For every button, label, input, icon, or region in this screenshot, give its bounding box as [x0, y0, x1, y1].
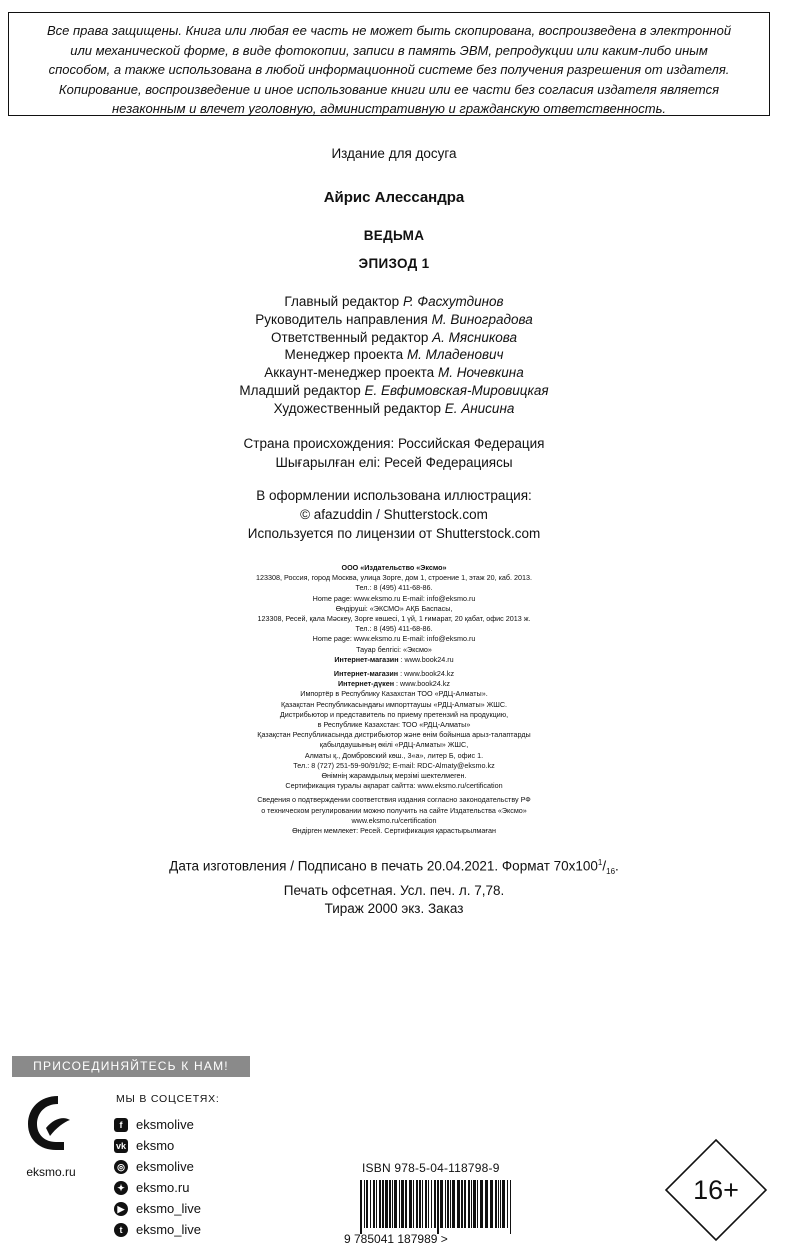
facebook-icon: f — [114, 1118, 128, 1132]
social-item-youtube — [114, 1198, 201, 1219]
social-label: eksmo_live — [136, 1201, 202, 1216]
social-label: eksmo.ru — [136, 1180, 190, 1195]
staff-row — [0, 311, 788, 329]
social-label: eksmo_live — [136, 1222, 202, 1237]
staff-name: А. Мясникова — [432, 329, 517, 345]
shop-label: Интернет-магазин — [334, 654, 399, 664]
staff-row — [0, 293, 788, 311]
illustration-line: В оформлении использована иллюстрация: — [256, 488, 532, 503]
staff-row — [0, 329, 788, 347]
imprint-line: Импортёр в Республику Казахстан ТОО «РДЦ-Алматы». — [300, 689, 488, 699]
imprint-line: Тел.: 8 (495) 411-68-86. — [355, 583, 433, 593]
staff-role: Ответственный редактор — [271, 329, 429, 345]
barcode-digits: 9 785041 187989 > — [344, 1232, 448, 1246]
social-item-twitter — [114, 1219, 201, 1240]
illustration-line: © afazuddin / Shutterstock.com — [300, 507, 488, 522]
shop-kz-label: Интернет-магазин — [333, 669, 399, 679]
illustration-line: Используется по лицензии от Shutterstock.com — [247, 526, 541, 541]
instagram-icon: ◎ — [114, 1160, 128, 1174]
print-line-end: . — [615, 858, 619, 874]
print-info — [0, 854, 788, 919]
copyright-line: Копирование, воспроизведение и иное использование книги или ее части без согласия издателя является — [58, 81, 720, 97]
social-item-instagram — [114, 1156, 201, 1177]
vk-icon: vk — [115, 1140, 126, 1151]
copyright-line: незаконным и влечет уголовную, административную и гражданскую ответственность. — [111, 101, 667, 116]
staff-role: Руководитель направления — [255, 311, 428, 327]
format-numerator: 1 — [597, 858, 603, 867]
publisher-imprint — [0, 563, 788, 836]
barcode-bars-icon — [360, 1180, 514, 1234]
imprint-line: о техническом регулировании можно получить на сайте Издательства «Эксмо» — [261, 805, 527, 815]
staff-role: Младший редактор — [239, 382, 361, 398]
edition-type: Издание для досуга — [331, 146, 457, 161]
imprint-line — [0, 655, 788, 665]
age-rating-text: 16+ — [693, 1175, 739, 1205]
staff-role: Менеджер проекта — [284, 347, 404, 363]
social-item-facebook — [114, 1114, 201, 1135]
join-us-banner: ПРИСОЕДИНЯЙТЕСЬ К НАМ! — [12, 1056, 250, 1077]
social-title: МЫ В СОЦСЕТЯХ: — [116, 1093, 220, 1105]
origin-ru: Страна происхождения: Российская Федерация — [243, 436, 545, 451]
eksmo-ru-icon: ✦ — [114, 1181, 128, 1195]
imprint-line: в Республике Казахстан: ТОО «РДЦ-Алматы» — [317, 720, 471, 730]
barcode — [344, 1180, 522, 1250]
social-item-vk — [114, 1135, 201, 1156]
staff-row — [0, 346, 788, 364]
imprint-line: Алматы қ., Домбровский көш., 3«а», литер Б, офис 1. — [304, 750, 484, 760]
social-item-eksmo — [114, 1177, 201, 1198]
imprint-line: Өндіруші: «ЭКСМО» АҚБ Баспасы, — [335, 603, 453, 613]
staff-row — [0, 364, 788, 382]
staff-role: Главный редактор — [284, 294, 400, 309]
imprint-line: Home page: www.eksmo.ru E-mail: info@eksmo.ru — [312, 593, 476, 603]
copyright-line: Все права защищены. Книга или любая ее часть не может быть скопирована, воспроизведена в электронной — [46, 23, 732, 38]
eksmo-logo-icon — [18, 1090, 78, 1162]
author-name: Айрис Алессандра — [323, 189, 465, 206]
print-line: Тираж 2000 экз. Заказ — [324, 901, 464, 917]
imprint-line: қабылдаушының өкілі «РДЦ-Алматы» ЖШС, — [319, 740, 469, 750]
social-label: eksmolive — [136, 1159, 194, 1174]
staff-role: Аккаунт-менеджер проекта — [264, 365, 435, 381]
imprint-line: Дистрибьютор и представитель по приему претензий на продукцию, — [279, 709, 509, 719]
imprint-line: Home page: www.eksmo.ru E-mail: info@eksmo.ru — [312, 634, 476, 644]
site-url: eksmo.ru — [26, 1165, 76, 1179]
staff-name: Е. Евфимовская-Мировицкая — [364, 382, 549, 398]
imprint-line — [0, 679, 788, 689]
country-of-origin — [0, 434, 788, 472]
print-line: Печать офсетная. Усл. печ. л. 7,78. — [283, 882, 505, 898]
youtube-icon: ▶ — [114, 1202, 128, 1216]
publisher-name — [0, 563, 788, 573]
copyright-notice — [8, 12, 770, 116]
social-label: eksmolive — [136, 1117, 194, 1132]
publisher-name-text: ООО «Издательство «Эксмо» — [341, 563, 447, 572]
illustration-credit — [0, 486, 788, 543]
copyright-line: или механической форме, в виде фотокопии, записи в память ЭВМ, репродукции или каким-либо иным — [70, 42, 708, 58]
shop-value: : www.book24.ru — [398, 654, 454, 664]
twitter-icon: t — [114, 1223, 128, 1237]
staff-name: М. Ночевкина — [437, 365, 524, 381]
staff-name: М. Виноградова — [431, 311, 533, 327]
imprint-line: Сертификация туралы ақпарат сайтта: www.eksmo.ru/certification — [285, 781, 503, 791]
imprint-line: Тел.: 8 (727) 251-59-90/91/92; E-mail: RDC-Almaty@eksmo.kz — [293, 760, 495, 770]
print-line: Дата изготовления / Подписано в печать 20.04.2021. Формат $70x100^1/_{16}$. — [169, 858, 619, 877]
copyright-line: способом, а также использована в любой информационной системе без получения разрешения от издателя. — [48, 62, 730, 77]
print-date-format: Дата изготовления / Подписано в печать 20.04.2021. Формат 70x100 — [169, 858, 598, 874]
shop-kz2-label: Интернет-дүкен — [337, 679, 395, 689]
imprint-line: Тел.: 8 (495) 411-68-86. — [355, 624, 433, 634]
staff-name: Е. Анисина — [444, 400, 515, 416]
imprint-line: Тауар белгісі: «Эксмо» — [356, 644, 432, 654]
staff-role: Художественный редактор — [273, 400, 441, 416]
social-list — [114, 1114, 201, 1240]
imprint-line: Өнімнің жарамдылық мерзімі шектелмеген. — [321, 771, 467, 781]
episode-label: ЭПИЗОД 1 — [358, 256, 430, 271]
imprint-line: Қазақстан Республикасында дистрибьютор және өнім бойынша арыз-талаптарды — [257, 730, 531, 740]
shop-kz2-value: : www.book24.kz — [394, 679, 450, 689]
imprint-line: 123308, Россия, город Москва, улица Зорге, дом 1, строение 1, этаж 20, каб. 2013. — [256, 573, 532, 583]
imprint-line: Қазақстан Республикасындағы импорттаушы «РДЦ-Алматы» ЖШС. — [280, 699, 508, 709]
shop-kz-value: : www.book24.kz — [398, 669, 455, 679]
imprint-line — [0, 669, 788, 679]
staff-name: Р. Фасхутдинов — [402, 294, 504, 309]
imprint-line: www.eksmo.ru/certification — [351, 815, 437, 825]
staff-row — [0, 382, 788, 400]
staff-name: М. Младенович — [406, 347, 504, 363]
staff-credits — [0, 293, 788, 418]
age-rating-badge — [664, 1138, 768, 1242]
format-denominator: 16 — [606, 867, 616, 877]
imprint-line: Сведения о подтверждении соответствия издания согласно законодательству РФ — [257, 795, 531, 805]
staff-row — [0, 400, 788, 418]
isbn-number: ISBN 978-5-04-118798-9 — [362, 1161, 500, 1175]
imprint-line: Өндірген мемлекет: Ресей. Сертификация қарастырылмаған — [292, 826, 496, 836]
origin-kz: Шығарылған елі: Ресей Федерациясы — [275, 455, 513, 470]
imprint-line: 123308, Ресей, қала Мәскеу, Зорге көшесі, 1 үй, 1 ғимарат, 20 қабат, офис 2013 ж. — [257, 614, 531, 624]
social-label: eksmo — [136, 1138, 175, 1153]
book-title: ВЕДЬМА — [363, 228, 425, 243]
